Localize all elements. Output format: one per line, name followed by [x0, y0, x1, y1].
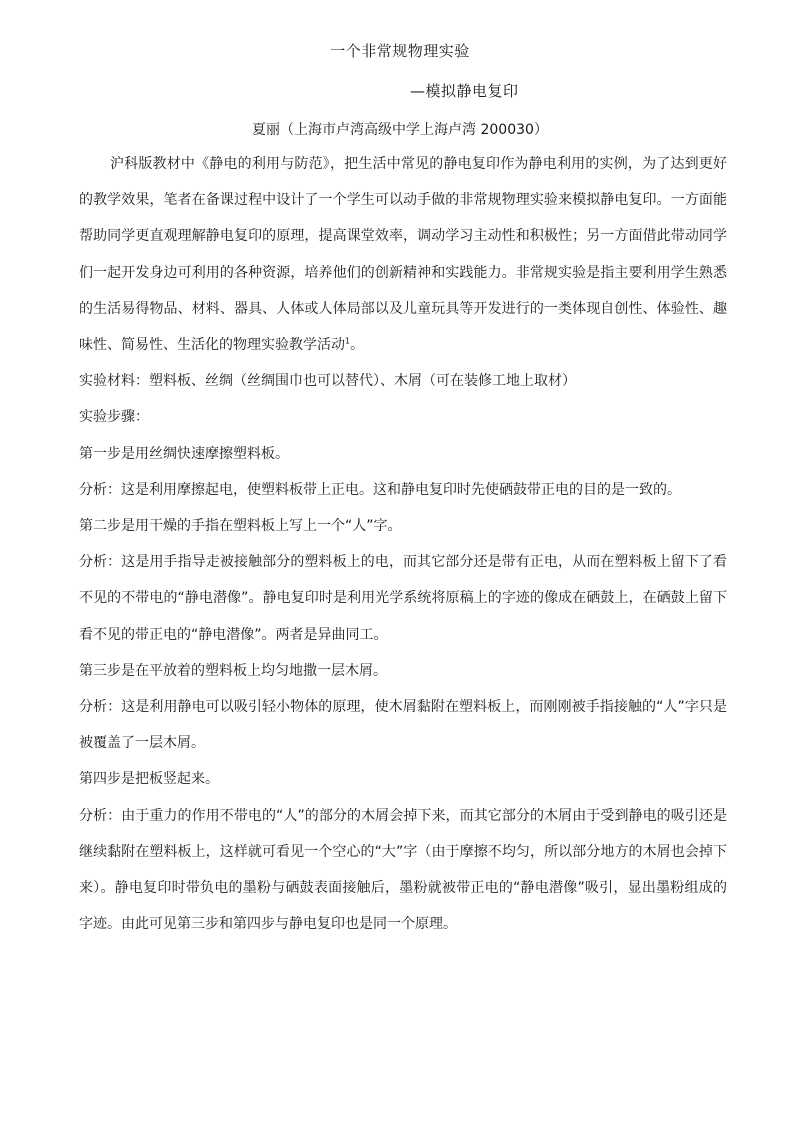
- author-line: 夏丽（上海市卢湾高级中学上海卢湾 200030）: [252, 122, 548, 138]
- footnote-marker: 1: [345, 336, 351, 346]
- analysis-1: 分析：这是利用摩擦起电，使塑料板带上正电。这和静电复印时先使硒鼓带正电的目的是一致的。: [79, 481, 681, 498]
- analysis-2: 分析：这是用手指导走被接触部分的塑料板上的电，而其它部分还是带有正电，从而在塑料板上留下了看不见的不带电的“静电潜像”。静电复印时是利用光学系统将原稿上的字迹的像成在硒鼓上，在硒鼓上留下看不见的带正电的“静电潜像”。两者是异曲同工。: [79, 554, 727, 643]
- analysis-3: 分析：这是利用静电可以吸引轻小物体的原理，使木屑黏附在塑料板上，而刚刚被手指接触的“人”字只是被覆盖了一层木屑。: [79, 699, 727, 752]
- analysis-4: 分析：由于重力的作用不带电的“人”的部分的木屑会掉下来，而其它部分的木屑由于受到静电的吸引还是继续黏附在塑料板上，这样就可看见一个空心的“大”字（由于摩擦不均匀，所以部分地方的木屑也会掉下来）。静电复印时带负电的墨粉与硒鼓表面接触后，墨粉就被带正电的“静电潜像”吸引，显出墨粉组成的字迹。由此可见第三步和第四步与静电复印也是同一个原理。: [79, 807, 727, 933]
- step-1: 第一步是用丝绸快速摩擦塑料板。: [79, 445, 289, 462]
- intro-end: 。: [350, 337, 365, 354]
- article-subtitle: —模拟静电复印: [410, 82, 519, 100]
- article-body: [79, 146, 727, 942]
- steps-heading: 实验步骤：: [79, 409, 149, 426]
- step-3: 第三步是在平放着的塑料板上均匀地撒一层木屑。: [79, 662, 387, 679]
- intro-paragraph: [79, 146, 727, 363]
- step-4: 第四步是把板竖起来。: [79, 771, 219, 788]
- intro-text: 沪科版教材中《静电的利用与防范》，把生活中常见的静电复印作为静电利用的实例，为了达到更好的教学效果，笔者在备课过程中设计了一个学生可以动手做的非常规物理实验来模拟静电复印。一方面能帮助同学更直观理解静电复印的原理，提高课堂效率，调动学习主动性和积极性；另一方面借此带动同学们一起开发身边可利用的各种资源，培养他们的创新精神和实践能力。非常规实验是指主要利用学生熟悉的生活易得物品、材料、器具、人体或人体局部以及儿童玩具等开发进行的一类体现自创性、体验性、趣味性、简易性、生活化的物理实验教学活动: [79, 156, 727, 354]
- article-title: 一个非常规物理实验: [330, 42, 470, 60]
- step-2: 第二步是用干燥的手指在塑料板上写上一个“人”字。: [79, 518, 402, 535]
- materials-line: 实验材料：塑料板、丝绸（丝绸围巾也可以替代）、木屑（可在装修工地上取材）: [79, 373, 576, 390]
